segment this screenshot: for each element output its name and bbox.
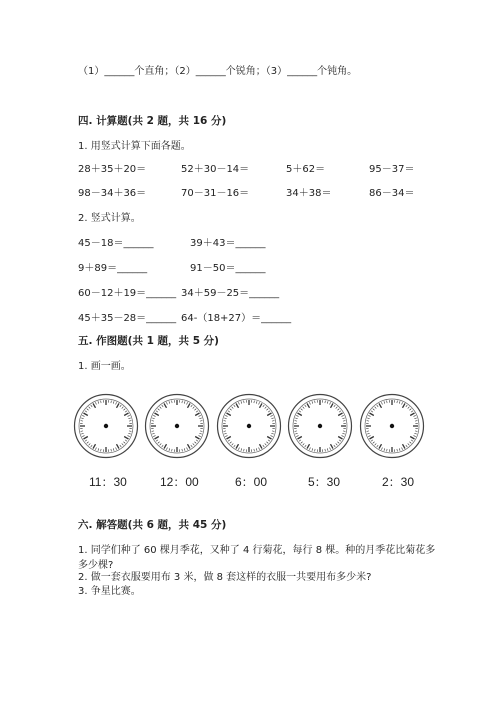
vertical-calc-item: 60－12＋19＝______	[78, 288, 177, 299]
calc-item: 28＋35＋20＝	[78, 164, 147, 175]
calc-item: 52＋30－14＝	[181, 164, 250, 175]
vertical-calc-item: 45－18＝______	[78, 238, 154, 249]
section-6-q3: 3. 争星比赛。	[78, 586, 141, 597]
clock-face-icon	[73, 393, 139, 459]
clock-center-dot	[318, 424, 322, 428]
vertical-calc-item: 39＋43＝______	[190, 238, 266, 249]
section-5-title: 五. 作图题(共 1 题，共 5 分)	[78, 335, 219, 347]
clock-face-icon	[287, 393, 353, 459]
clock-center-dot	[175, 424, 179, 428]
clock-face-icon	[144, 393, 210, 459]
vertical-calc-item: 45＋35－28＝______	[78, 313, 177, 324]
vertical-calc-item: 9＋89＝______	[78, 263, 148, 274]
clock-center-dot	[390, 424, 394, 428]
clock-center-dot	[104, 424, 108, 428]
section-5-prompt: 1. 画一画。	[78, 361, 131, 372]
clock-time-label: 6：00	[235, 475, 268, 489]
clock-face-icon	[359, 393, 425, 459]
clock-time-label: 5：30	[308, 475, 341, 489]
clock-center-dot	[247, 424, 251, 428]
section-4-title: 四. 计算题(共 2 题，共 16 分)	[78, 115, 227, 127]
section-4-q2-prompt: 2. 竖式计算。	[78, 213, 141, 224]
vertical-calc-item: 34＋59－25＝______	[181, 288, 280, 299]
calc-item: 70－31－16＝	[181, 188, 250, 199]
calc-item: 34＋38＝	[286, 188, 332, 199]
clock-time-label: 2：30	[382, 475, 415, 489]
calc-item: 86－34＝	[369, 188, 415, 199]
section-4-q1-prompt: 1. 用竖式计算下面各题。	[78, 141, 191, 152]
vertical-calc-item: 64-（18+27）＝______	[181, 313, 292, 324]
section-6-title: 六. 解答题(共 6 题，共 45 分)	[78, 519, 227, 531]
clock-face-icon	[216, 393, 282, 459]
vertical-calc-item: 91－50＝______	[190, 263, 266, 274]
section-6-q2: 2. 做一套衣服要用布 3 米，做 8 套这样的衣服一共要用布多少米?	[78, 572, 372, 583]
clock-time-label: 11：30	[89, 475, 127, 489]
angles-question-line: （1）______个直角；（2）______个锐角；（3）______个钝角。	[78, 66, 358, 77]
section-6-q1-line: 多少棵?	[78, 560, 114, 571]
section-6-q1-line: 1. 同学们种了 60 棵月季花，又种了 4 行菊花，每行 8 棵。种的月季花比菊花多	[78, 545, 436, 556]
calc-item: 5＋62＝	[286, 164, 326, 175]
calc-item: 95－37＝	[369, 164, 415, 175]
clock-time-label: 12：00	[160, 475, 199, 489]
calc-item: 98－34＋36＝	[78, 188, 147, 199]
